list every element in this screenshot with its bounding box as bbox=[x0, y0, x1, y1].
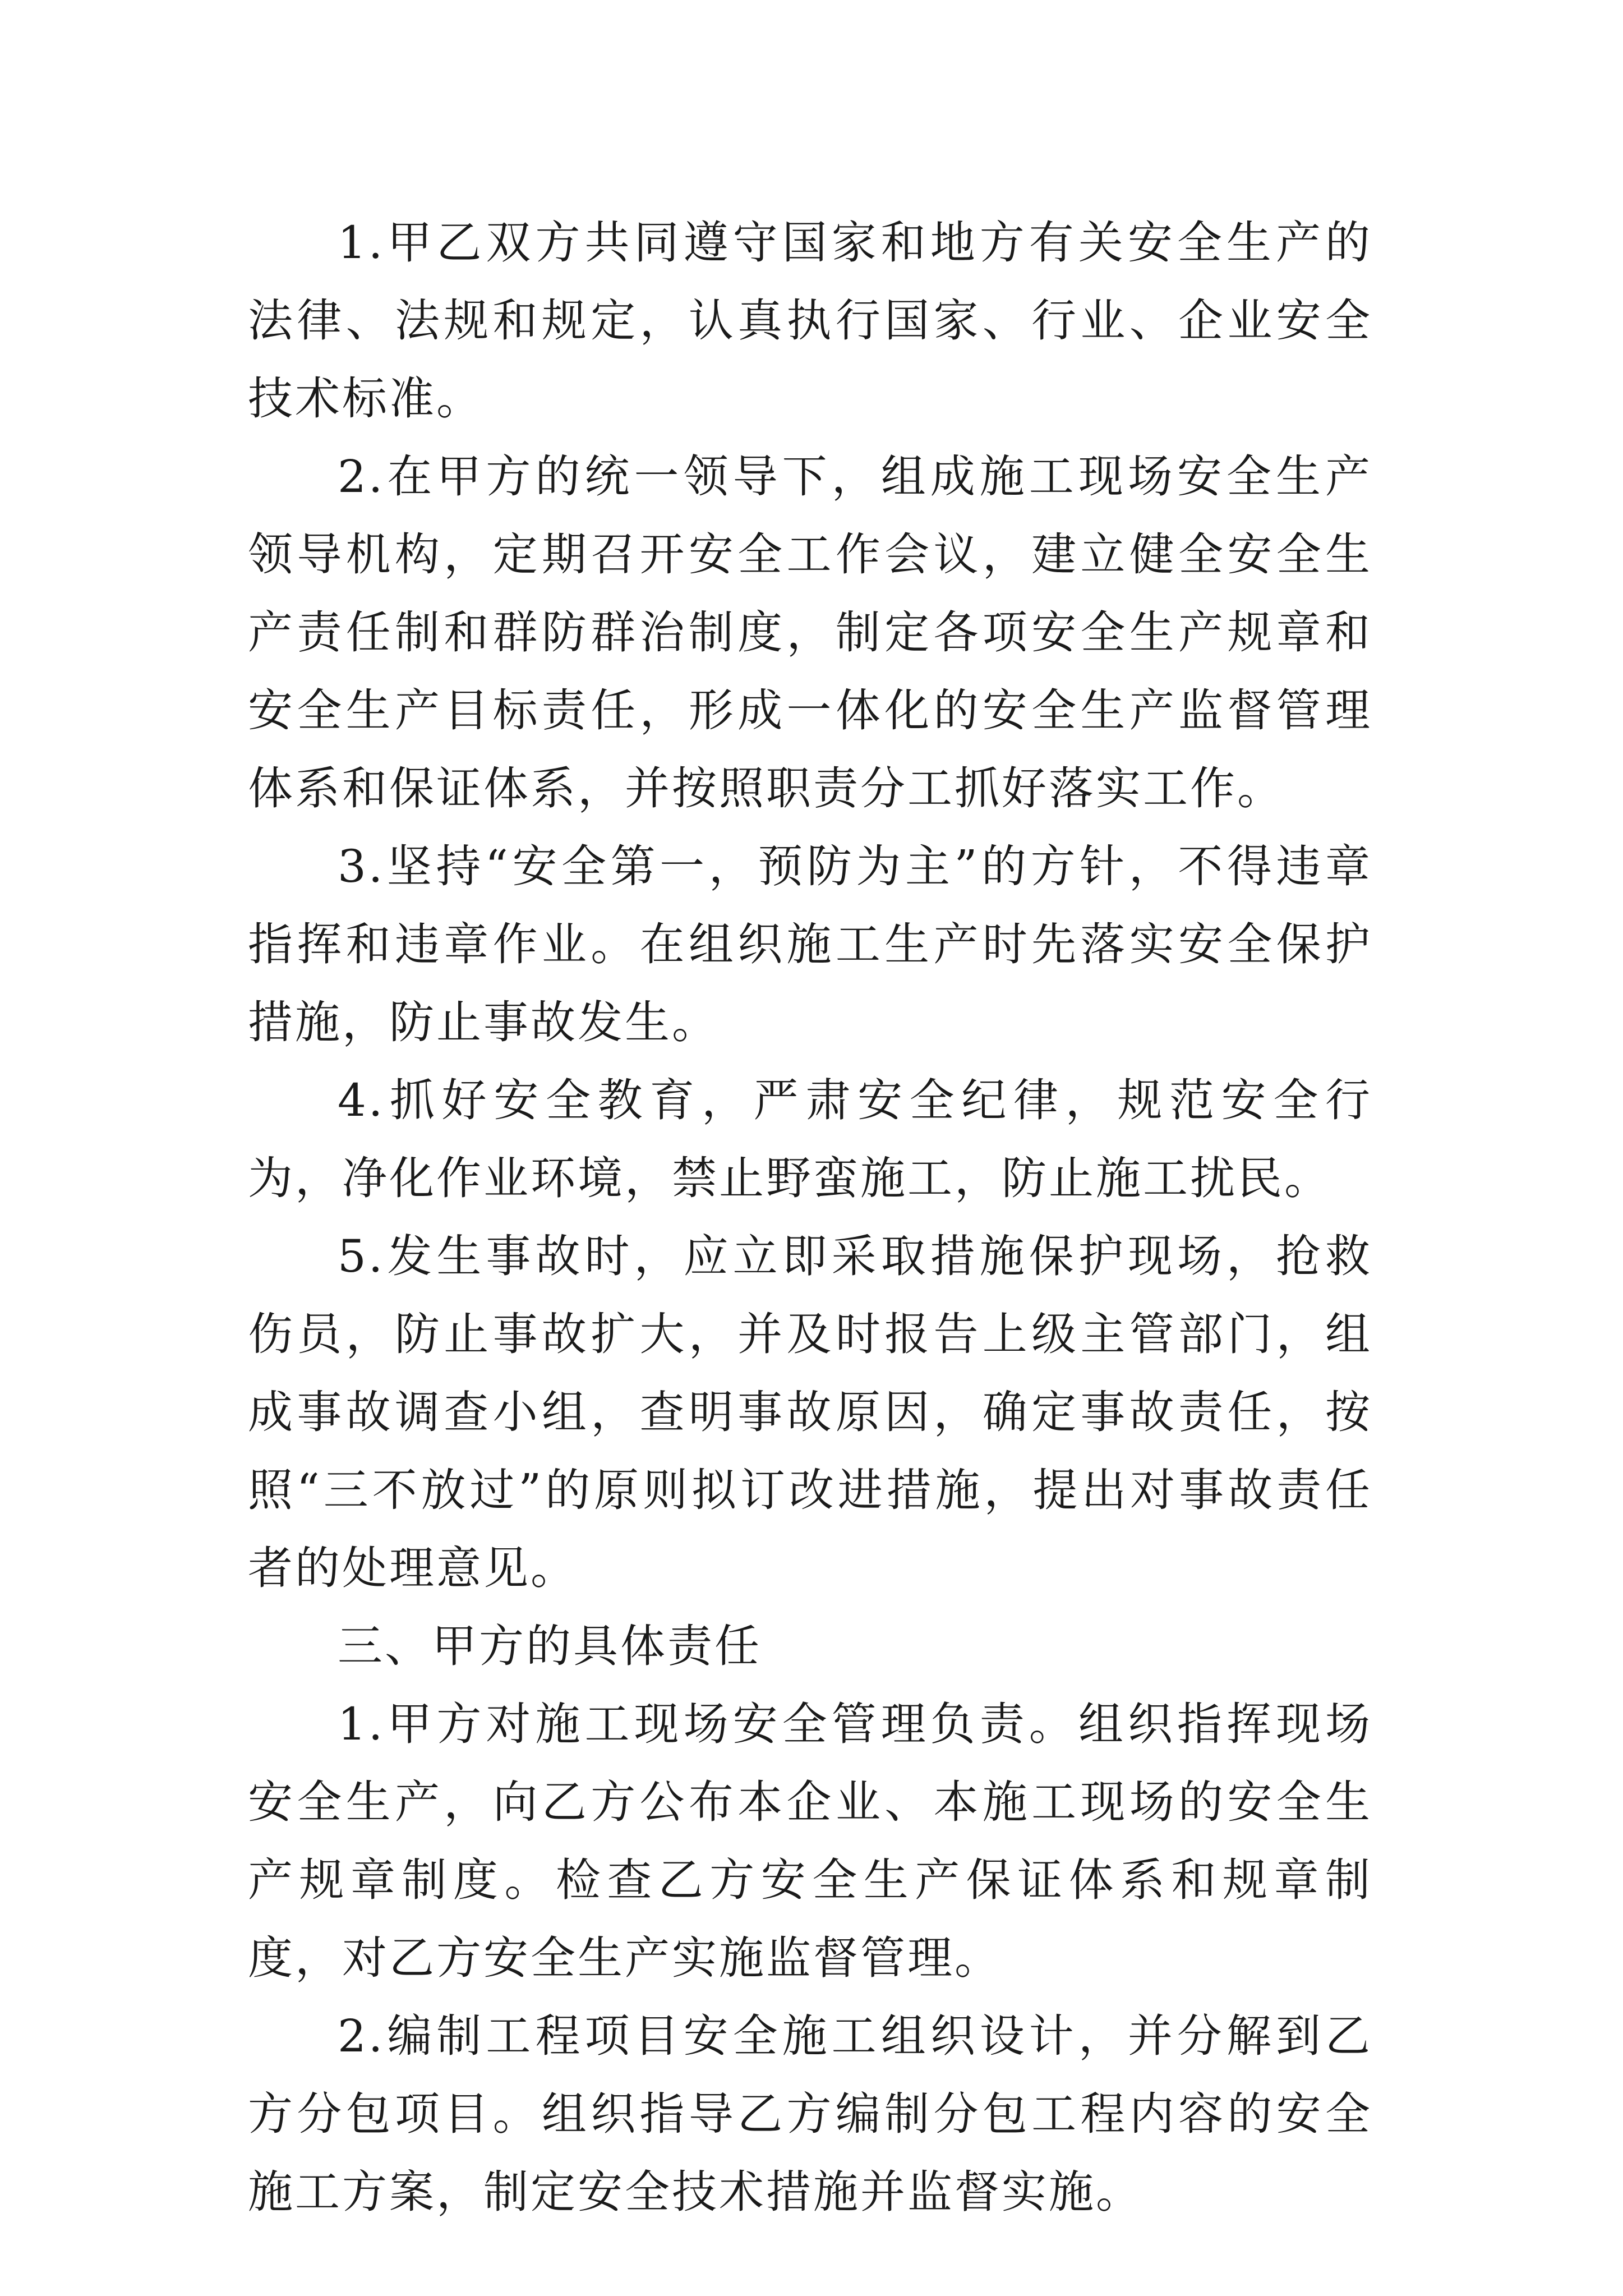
paragraph-5: 5.发生事故时，应立即采取措施保护现场，抢救伤员，防止事故扩大，并及时报告上级主管部门，组成事故调查小组，查明事故原因，确定事故责任，按照“三不放过”的原则拟订改进措施，提出对事故责任者的处理意见。 bbox=[248, 1230, 1372, 1594]
paragraph-3: 3.坚持“安全第一，预防为主”的方针，不得违章指挥和违章作业。在组织施工生产时先落实安全保护措施，防止事故发生。 bbox=[248, 840, 1372, 1048]
section-paragraph-1: 1.甲方对施工现场安全管理负责。组织指挥现场安全生产，向乙方公布本企业、本施工现场的安全生产规章制度。检查乙方安全生产保证体系和规章制度，对乙方安全生产实施监督管理。 bbox=[248, 1698, 1372, 1984]
paragraph-1: 1.甲乙双方共同遵守国家和地方有关安全生产的法律、法规和规定，认真执行国家、行业、企业安全技术标准。 bbox=[248, 217, 1372, 425]
section-heading: 三、甲方的具体责任 bbox=[338, 1620, 762, 1672]
paragraph-4: 4.抓好安全教育，严肃安全纪律，规范安全行为，净化作业环境，禁止野蛮施工，防止施工扰民。 bbox=[248, 1074, 1372, 1204]
paragraph-2: 2.在甲方的统一领导下，组成施工现场安全生产领导机构，定期召开安全工作会议，建立健全安全生产责任制和群防群治制度，制定各项安全生产规章和安全生产目标责任，形成一体化的安全生产监督管理体系和保证体系，并按照职责分工抓好落实工作。 bbox=[248, 450, 1372, 815]
document-body bbox=[248, 204, 1372, 2231]
section-paragraph-2: 2.编制工程项目安全施工组织设计，并分解到乙方分包项目。组织指导乙方编制分包工程内容的安全施工方案，制定安全技术措施并监督实施。 bbox=[248, 2010, 1372, 2218]
